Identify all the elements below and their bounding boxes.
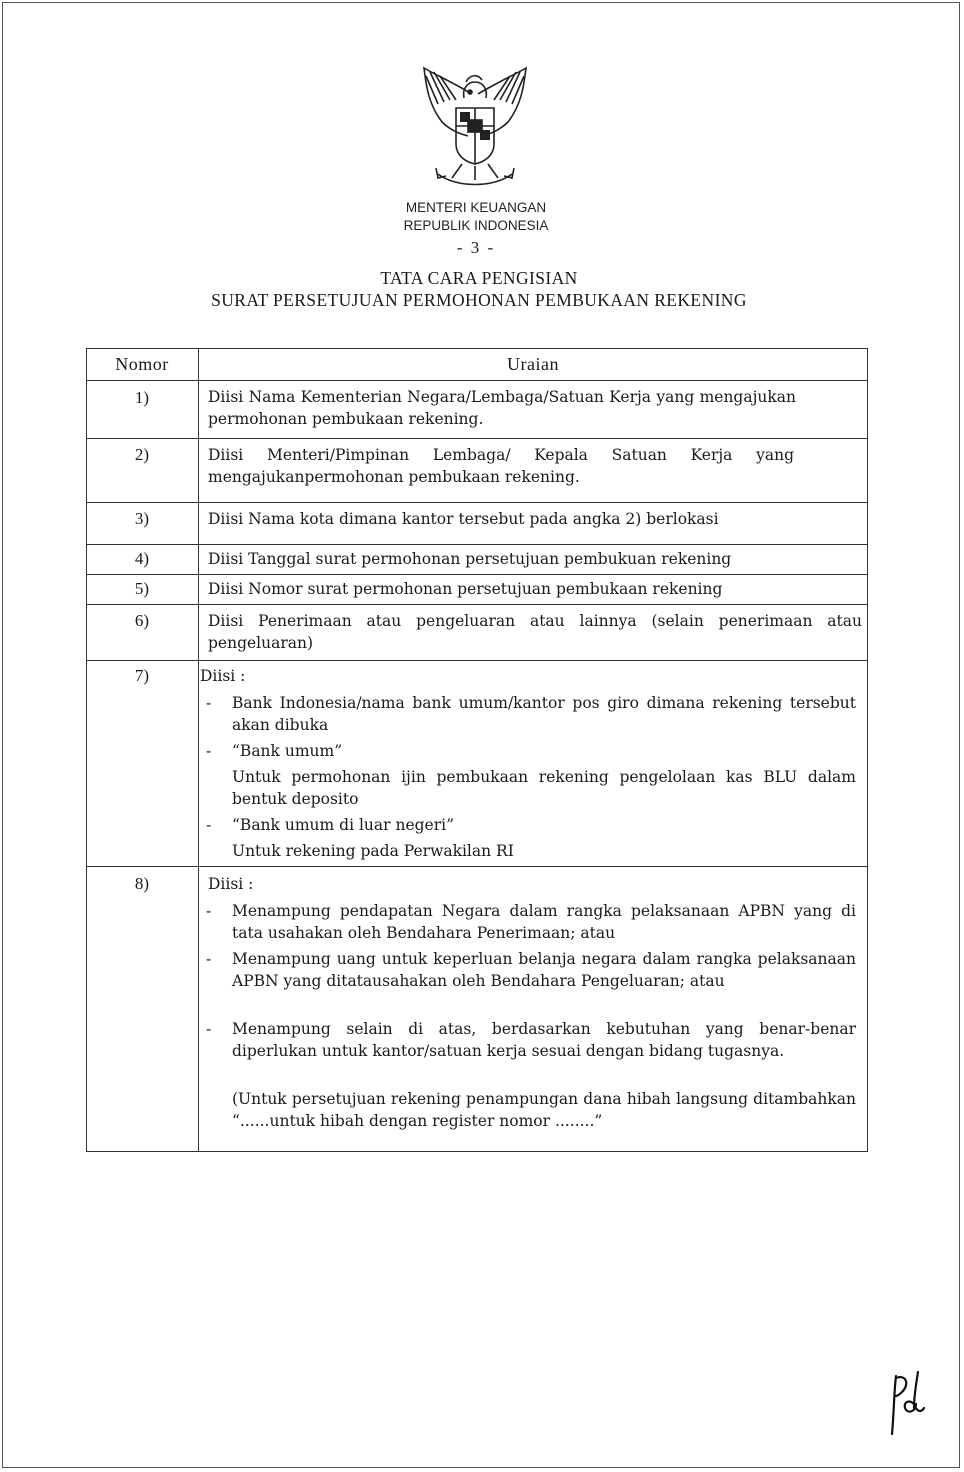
list-item-detail: Untuk permohonan ijin pembukaan rekening pengelolaan kas BLU dalam bentuk deposito (232, 768, 856, 808)
initial-signature-icon (888, 1368, 928, 1440)
list-item-note: (Untuk persetujuan rekening penampungan dana hibah langsung ditambahkan “......untuk hibah dengan register nomor ........” (232, 1090, 856, 1130)
row-divider (86, 866, 868, 867)
list-item-detail: Untuk rekening pada Perwakilan RI (232, 842, 514, 860)
garuda-emblem-icon (412, 64, 538, 192)
column-header-nomor: Nomor (115, 354, 169, 374)
row-text: Diisi Nomor surat permohonan persetujuan pembukaan rekening (208, 580, 723, 598)
row-number: 3) (134, 509, 150, 528)
list-dash: - (206, 816, 212, 834)
row-divider (86, 660, 868, 661)
row-text: Diisi Nama Kementerian Negara/Lembaga/Satuan Kerja yang mengajukan permohonan pembukaan rekening. (208, 388, 796, 428)
row-number: 2) (134, 445, 150, 464)
list-item: “Bank umum” (232, 742, 343, 760)
row-number: 6) (134, 611, 150, 630)
row-divider (86, 604, 868, 605)
row-number: 7) (134, 666, 150, 685)
list-item: Menampung selain di atas, berdasarkan kebutuhan yang benar-benar diperlukan untuk kantor/satuan kerja sesuai dengan bidang tugasnya. (232, 1020, 856, 1060)
row-number: 4) (134, 549, 150, 568)
list-item: Menampung uang untuk keperluan belanja negara dalam rangka pelaksanaan APBN yang ditatausahakan oleh Bendahara Pengeluaran; atau (232, 950, 856, 990)
page-number: - 3 - (456, 238, 496, 257)
ministry-line-1: MENTERI KEUANGAN (405, 200, 547, 215)
instruction-table (86, 348, 868, 1152)
row-number: 8) (134, 874, 150, 893)
row-intro: Diisi : (208, 875, 254, 893)
column-header-uraian: Uraian (507, 354, 559, 374)
row-divider (86, 574, 868, 575)
list-item: “Bank umum di luar negeri” (232, 816, 455, 834)
row-divider (86, 380, 868, 381)
title-line-2: SURAT PERSETUJUAN PERMOHONAN PEMBUKAAN REKENING (211, 290, 747, 310)
row-number: 5) (134, 579, 150, 598)
row-text: Diisi Menteri/Pimpinan Lembaga/ Kepala Satuan Kerja yang mengajukanpermohonan pembukaan rekening. (208, 446, 794, 486)
list-dash: - (206, 694, 212, 712)
title-line-1: TATA CARA PENGISIAN (380, 268, 578, 288)
ministry-line-2: REPUBLIK INDONESIA (403, 218, 549, 233)
row-divider (86, 544, 868, 545)
row-intro: Diisi : (200, 667, 246, 685)
list-dash: - (206, 742, 212, 760)
list-dash: - (206, 902, 212, 920)
list-dash: - (206, 1020, 212, 1038)
list-dash: - (206, 950, 212, 968)
column-divider (198, 348, 199, 1152)
row-divider (86, 438, 868, 439)
row-number: 1) (134, 388, 150, 407)
list-item: Bank Indonesia/nama bank umum/kantor pos giro dimana rekening tersebut akan dibuka (232, 694, 856, 734)
row-text: Diisi Nama kota dimana kantor tersebut pada angka 2) berlokasi (208, 510, 719, 528)
row-text: Diisi Penerimaan atau pengeluaran atau lainnya (selain penerimaan atau pengeluaran) (208, 612, 862, 652)
row-divider (86, 502, 868, 503)
list-item: Menampung pendapatan Negara dalam rangka pelaksanaan APBN yang di tata usahakan oleh Bendahara Penerimaan; atau (232, 902, 856, 942)
row-text: Diisi Tanggal surat permohonan persetujuan pembukuan rekening (208, 550, 732, 568)
